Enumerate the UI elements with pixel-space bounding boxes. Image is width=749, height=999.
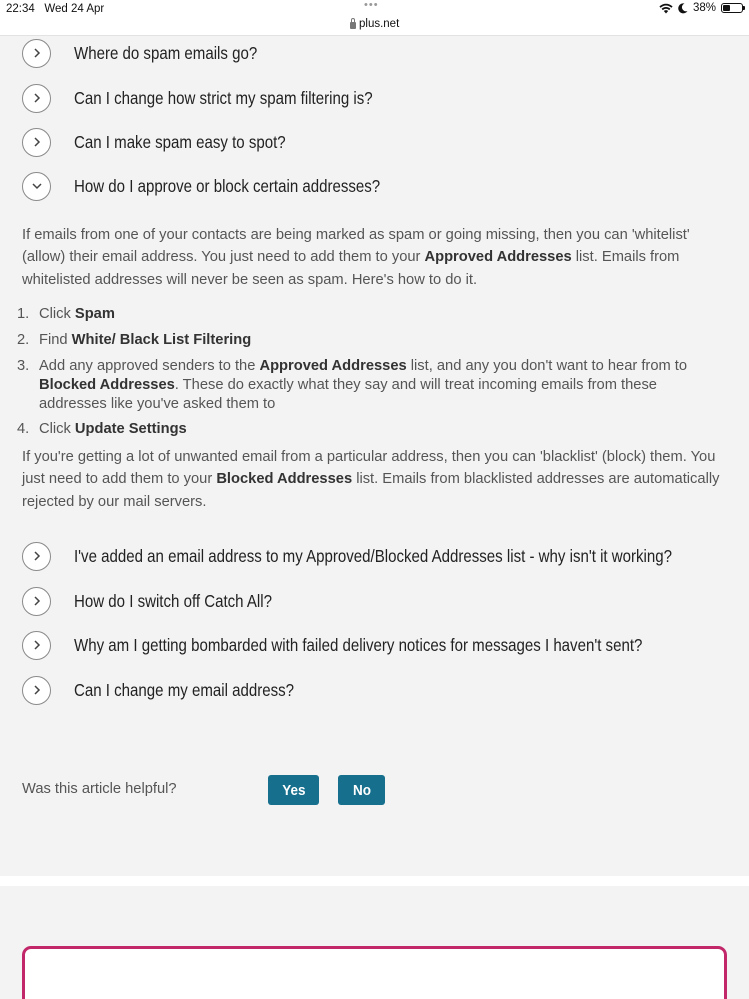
no-button[interactable] [338,775,385,805]
answer-outro-text-end: list. Emails from blacklisted addresses are automatically rejected by our mail servers. [22,471,720,510]
step-text [39,331,694,350]
section-divider [0,876,749,886]
status-time: 22:34 [6,3,35,15]
step-text-plain: list, and any you don't want to hear from to [406,358,688,374]
step-text-plain: Click [39,306,75,322]
chevron-right-icon[interactable] [22,631,51,660]
contact-card [22,946,727,999]
answer-intro-bold: Approved Addresses [424,249,572,266]
answer-intro-text: If emails from one of your contacts are being marked as spam or going missing, then you can 'whitelist' (allow) their email address. You just need to add them to your [22,227,690,266]
step-text-plain: Add any approved senders to the [39,358,260,374]
step-text [39,305,694,324]
lock-icon [350,22,356,29]
faq-question[interactable]: Can I change my email address? [74,679,295,700]
no-button-label: No [352,781,371,799]
address-bar[interactable] [350,18,399,30]
step-text-plain: . These do exactly what they say and will treat incoming emails from these addresses like you've asked them to [39,377,657,412]
step-number: 2. [17,332,30,348]
faq-item[interactable] [22,541,749,571]
step-text-plain: Find [39,332,72,348]
faq-question[interactable]: Can I change how strict my spam filtering is? [74,87,373,108]
answer-outro [22,446,730,513]
faq-item[interactable] [22,630,735,660]
faq-question[interactable]: I've added an email address to my Approved/Blocked Addresses list - why isn't it working? [74,545,673,566]
battery-percent: 38% [692,2,716,14]
faq-question[interactable]: How do I switch off Catch All? [74,590,272,611]
chevron-down-icon[interactable] [22,172,51,201]
chevron-right-icon[interactable] [22,587,51,616]
answer-outro-bold: Blocked Addresses [216,471,353,488]
step-text-bold: Update Settings [74,421,187,437]
faq-item[interactable] [22,127,320,157]
step-text [39,420,694,439]
step-number: 4. [17,421,30,437]
yes-button[interactable] [268,775,319,805]
moon-icon [678,3,688,14]
step-number: 1. [17,306,30,322]
status-icons [659,2,743,14]
faq-question[interactable]: How do I approve or block certain addresses? [74,175,381,196]
battery-icon [721,3,743,13]
faq-item[interactable] [22,83,421,113]
chevron-right-icon[interactable] [22,676,51,705]
battery-fill [723,5,730,11]
faq-question[interactable]: Why am I getting bombarded with failed delivery notices for messages I haven't sent? [74,634,643,655]
wifi-icon [659,3,673,14]
chevron-right-icon[interactable] [22,39,51,68]
status-bar [0,0,749,36]
status-time-date [6,3,104,15]
step-text-bold: Blocked Addresses [39,377,175,393]
yes-button-label: Yes [281,781,306,799]
url-text: plus.net [359,18,400,30]
chevron-right-icon[interactable] [22,128,51,157]
status-date: Wed 24 Apr [44,3,105,15]
faq-item-expanded[interactable] [22,171,430,201]
step-text [39,357,694,414]
multitask-dots[interactable]: ••• [364,0,379,11]
answer-intro-text-end: list. Emails from whitelisted addresses will never be seen as spam. Here's how to do it. [22,249,680,288]
faq-item[interactable] [22,586,304,616]
step-text-bold: Approved Addresses [259,358,407,374]
faq-question[interactable]: Can I make spam easy to spot? [74,131,286,152]
faq-item[interactable] [22,38,287,68]
faq-item[interactable] [22,675,330,705]
faq-question[interactable]: Where do spam emails go? [74,42,258,63]
step-text-bold: Spam [74,306,115,322]
step-number: 3. [17,358,30,374]
chevron-right-icon[interactable] [22,542,51,571]
step-text-bold: White/ Black List Filtering [71,332,252,348]
answer-outro-text: If you're getting a lot of unwanted email from a particular address, then you can 'blacklist' (block) them. You just need to add them to your [22,449,716,488]
chevron-right-icon[interactable] [22,84,51,113]
step-text-plain: Click [39,421,75,437]
answer-intro [22,224,730,291]
helpful-prompt: Was this article helpful? [22,781,177,797]
